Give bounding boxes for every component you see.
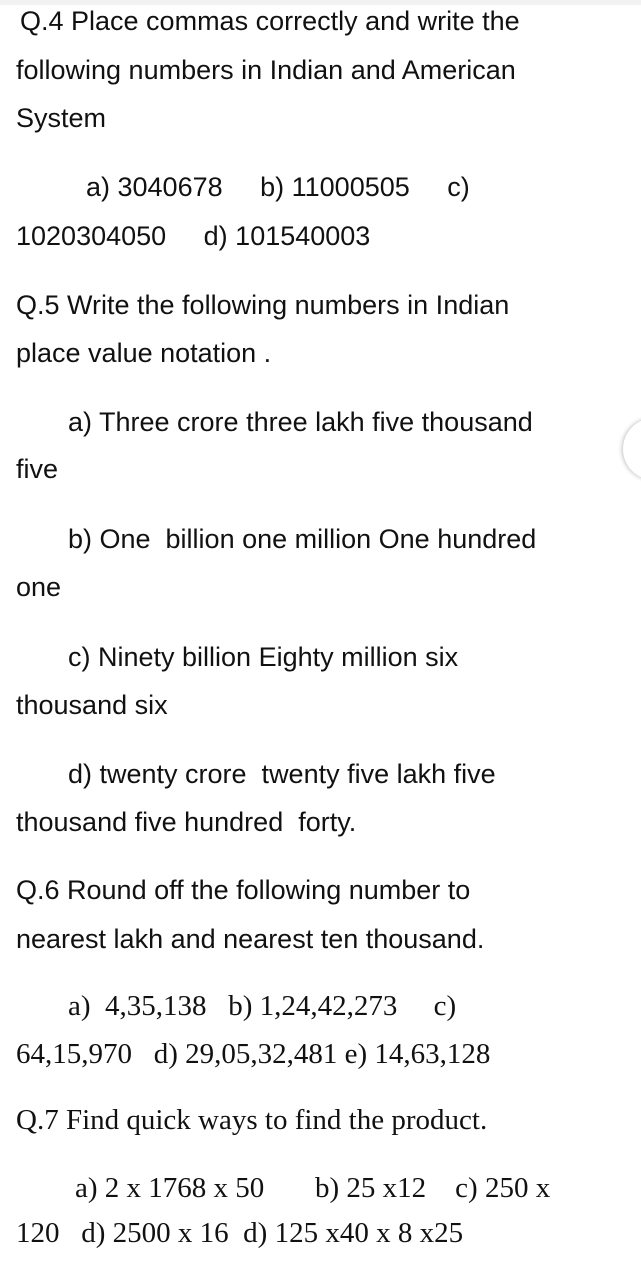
q5-item-b-line-1: b) One billion one million One hundred — [68, 524, 537, 554]
q5-title-line-2: place value notation . — [16, 338, 272, 368]
q5-title-line-1: Q.5 Write the following numbers in Indian — [16, 290, 510, 320]
q5-item-c-line-1: c) Ninety billion Eighty million six — [68, 642, 459, 672]
q4-title-line-1: Q.4 Place commas correctly and write the — [20, 6, 520, 36]
top-edge — [0, 0, 641, 5]
q4-title-line-2: following numbers in Indian and American — [16, 55, 516, 85]
q5-item-a-line-2: five — [16, 454, 59, 484]
q6-title-line-2: nearest lakh and nearest ten thousand. — [16, 924, 485, 954]
q4-title-line-3: System — [16, 103, 107, 133]
q5-item-d-line-1: d) twenty crore twenty five lakh five — [68, 759, 496, 789]
q4-items-line-1: a) 3040678 b) 11000505 c) — [86, 172, 470, 202]
q7-items-line-2: 120 d) 2500 x 16 d) 125 x40 x 8 x25 — [16, 1217, 464, 1249]
q5-item-a-line-1: a) Three crore three lakh five thousand — [68, 407, 533, 437]
q6-items-line-1: a) 4,35,138 b) 1,24,42,273 c) — [68, 990, 457, 1022]
q6-items-line-2: 64,15,970 d) 29,05,32,481 e) 14,63,128 — [16, 1038, 491, 1070]
q5-item-d-line-2: thousand five hundred forty. — [16, 807, 357, 837]
q5-item-b-line-2: one — [16, 572, 62, 602]
q6-title-line-1: Q.6 Round off the following number to — [16, 875, 471, 905]
q5-item-c-line-2: thousand six — [16, 690, 168, 720]
q4-items-line-2: 1020304050 d) 101540003 — [16, 221, 371, 251]
side-scroll-handle[interactable] — [623, 418, 641, 480]
q7-title-line: Q.7 Find quick ways to find the product. — [16, 1104, 488, 1136]
q7-items-line-1: a) 2 x 1768 x 50 b) 25 x12 c) 250 x — [75, 1172, 551, 1204]
